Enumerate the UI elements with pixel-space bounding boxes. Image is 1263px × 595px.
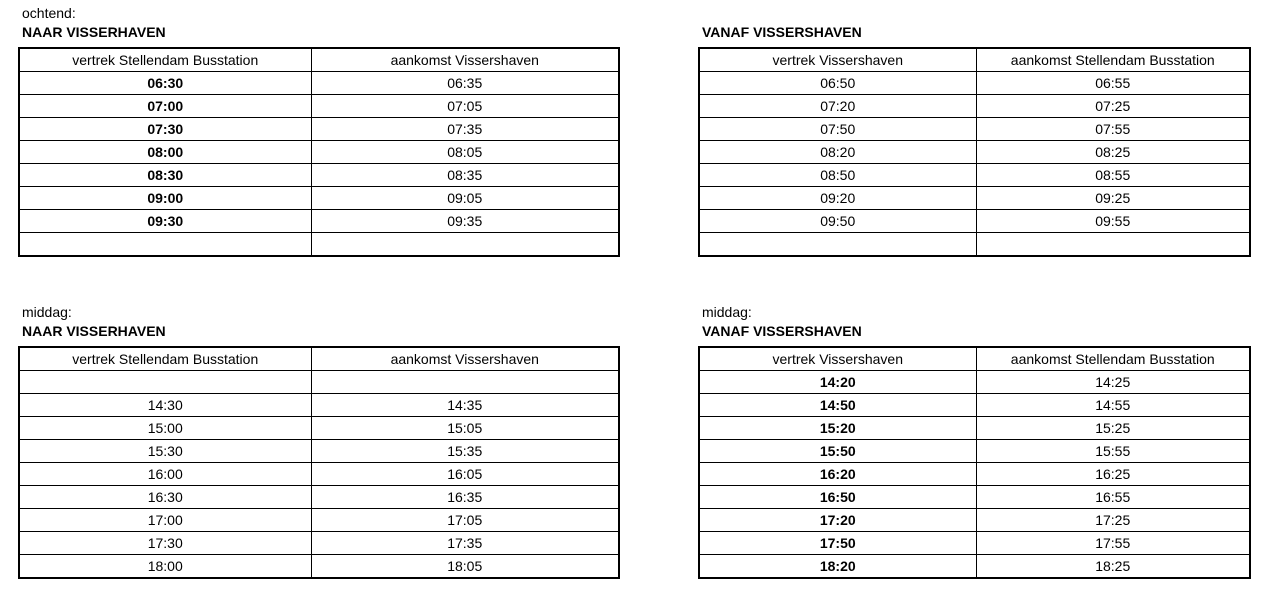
arrival-cell: 07:25: [976, 95, 1250, 118]
table-row: [699, 417, 1250, 440]
departure-cell: 16:00: [19, 463, 311, 486]
departure-cell: [19, 233, 311, 257]
arrival-cell: 07:05: [311, 95, 619, 118]
departure-cell: 06:30: [19, 72, 311, 95]
ochtend-naar-block: [22, 4, 166, 42]
arrival-cell: 15:05: [311, 417, 619, 440]
table-row: [699, 371, 1250, 394]
departure-cell: 18:20: [699, 555, 976, 579]
departure-cell: 15:00: [19, 417, 311, 440]
table-row: [699, 532, 1250, 555]
table-row: [19, 532, 619, 555]
arrival-cell: 06:55: [976, 72, 1250, 95]
departure-cell: 07:50: [699, 118, 976, 141]
departure-cell: 17:30: [19, 532, 311, 555]
column-header-arrival: aankomst Vissershaven: [311, 48, 619, 72]
table-row: [19, 187, 619, 210]
middag-naar-block: [22, 303, 166, 341]
table-row-empty: [699, 233, 1250, 257]
arrival-cell: 14:25: [976, 371, 1250, 394]
ochtend-vanaf-block: [702, 23, 862, 42]
departure-cell: 09:00: [19, 187, 311, 210]
table-row: [19, 440, 619, 463]
arrival-cell: 16:55: [976, 486, 1250, 509]
departure-cell: 09:30: [19, 210, 311, 233]
arrival-cell: 15:35: [311, 440, 619, 463]
arrival-cell: 06:35: [311, 72, 619, 95]
arrival-cell: 09:35: [311, 210, 619, 233]
table-row: [19, 164, 619, 187]
table-row: [699, 486, 1250, 509]
departure-cell: 06:50: [699, 72, 976, 95]
arrival-cell: 16:05: [311, 463, 619, 486]
table-row: [699, 210, 1250, 233]
arrival-cell: [311, 371, 619, 394]
period-label-middag: middag:: [702, 304, 752, 320]
arrival-cell: 09:55: [976, 210, 1250, 233]
arrival-cell: 17:35: [311, 532, 619, 555]
departure-cell: 15:50: [699, 440, 976, 463]
table-row-empty: [19, 371, 619, 394]
arrival-cell: 09:05: [311, 187, 619, 210]
period-label-ochtend: ochtend:: [22, 5, 76, 21]
column-header-departure: vertrek Stellendam Busstation: [19, 48, 311, 72]
departure-cell: 16:50: [699, 486, 976, 509]
table-row: [699, 141, 1250, 164]
departure-cell: 08:00: [19, 141, 311, 164]
departure-cell: 15:20: [699, 417, 976, 440]
arrival-cell: 15:25: [976, 417, 1250, 440]
table-row: [19, 72, 619, 95]
arrival-cell: 17:25: [976, 509, 1250, 532]
table-row: [19, 486, 619, 509]
column-header-arrival: aankomst Stellendam Busstation: [976, 347, 1250, 371]
arrival-cell: 08:25: [976, 141, 1250, 164]
arrival-cell: 17:55: [976, 532, 1250, 555]
timetable-ochtend-naar: [18, 47, 620, 257]
table-header-row: [699, 48, 1250, 72]
timetable-middag-vanaf: [698, 346, 1251, 579]
departure-cell: 09:20: [699, 187, 976, 210]
departure-cell: 14:50: [699, 394, 976, 417]
departure-cell: 17:50: [699, 532, 976, 555]
table-row: [699, 95, 1250, 118]
departure-cell: 07:30: [19, 118, 311, 141]
table-header-row: [699, 347, 1250, 371]
table-row: [699, 187, 1250, 210]
departure-cell: 07:00: [19, 95, 311, 118]
column-header-arrival: aankomst Vissershaven: [311, 347, 619, 371]
arrival-cell: 08:05: [311, 141, 619, 164]
departure-cell: 14:30: [19, 394, 311, 417]
section-heading-naar-visserhaven-morning: NAAR VISSERHAVEN: [22, 24, 166, 40]
column-header-departure: vertrek Vissershaven: [699, 347, 976, 371]
arrival-cell: [311, 233, 619, 257]
departure-cell: 14:20: [699, 371, 976, 394]
arrival-cell: [976, 233, 1250, 257]
arrival-cell: 18:25: [976, 555, 1250, 579]
arrival-cell: 09:25: [976, 187, 1250, 210]
table-row-empty: [19, 233, 619, 257]
table-row: [699, 509, 1250, 532]
departure-cell: 08:20: [699, 141, 976, 164]
departure-cell: 07:20: [699, 95, 976, 118]
table-row: [699, 72, 1250, 95]
departure-cell: 08:50: [699, 164, 976, 187]
departure-cell: 17:20: [699, 509, 976, 532]
arrival-cell: 08:35: [311, 164, 619, 187]
section-heading-naar-visserhaven-afternoon: NAAR VISSERHAVEN: [22, 323, 166, 339]
table-row: [19, 95, 619, 118]
arrival-cell: 14:55: [976, 394, 1250, 417]
column-header-arrival: aankomst Stellendam Busstation: [976, 48, 1250, 72]
table-row: [19, 141, 619, 164]
arrival-cell: 07:35: [311, 118, 619, 141]
departure-cell: 16:30: [19, 486, 311, 509]
table-row: [19, 555, 619, 579]
section-heading-vanaf-vissershaven-morning: VANAF VISSERSHAVEN: [702, 24, 862, 40]
departure-cell: 16:20: [699, 463, 976, 486]
timetable-ochtend-vanaf: [698, 47, 1251, 257]
table-row: [19, 394, 619, 417]
arrival-cell: 07:55: [976, 118, 1250, 141]
table-row: [699, 164, 1250, 187]
departure-cell: 08:30: [19, 164, 311, 187]
table-row: [19, 509, 619, 532]
arrival-cell: 08:55: [976, 164, 1250, 187]
table-row: [19, 417, 619, 440]
departure-cell: 15:30: [19, 440, 311, 463]
table-header-row: [19, 347, 619, 371]
arrival-cell: 14:35: [311, 394, 619, 417]
table-row: [699, 118, 1250, 141]
middag-vanaf-block: [702, 303, 862, 341]
table-row: [699, 555, 1250, 579]
table-row: [699, 440, 1250, 463]
table-row: [19, 210, 619, 233]
table-row: [19, 463, 619, 486]
timetable-middag-naar: [18, 346, 620, 579]
arrival-cell: 16:25: [976, 463, 1250, 486]
departure-cell: [19, 371, 311, 394]
period-label-middag: middag:: [22, 304, 72, 320]
table-row: [699, 463, 1250, 486]
departure-cell: 09:50: [699, 210, 976, 233]
table-row: [699, 394, 1250, 417]
section-heading-vanaf-vissershaven-afternoon: VANAF VISSERSHAVEN: [702, 323, 862, 339]
departure-cell: [699, 233, 976, 257]
column-header-departure: vertrek Vissershaven: [699, 48, 976, 72]
arrival-cell: 17:05: [311, 509, 619, 532]
column-header-departure: vertrek Stellendam Busstation: [19, 347, 311, 371]
table-header-row: [19, 48, 619, 72]
arrival-cell: 16:35: [311, 486, 619, 509]
arrival-cell: 15:55: [976, 440, 1250, 463]
departure-cell: 18:00: [19, 555, 311, 579]
departure-cell: 17:00: [19, 509, 311, 532]
table-row: [19, 118, 619, 141]
arrival-cell: 18:05: [311, 555, 619, 579]
